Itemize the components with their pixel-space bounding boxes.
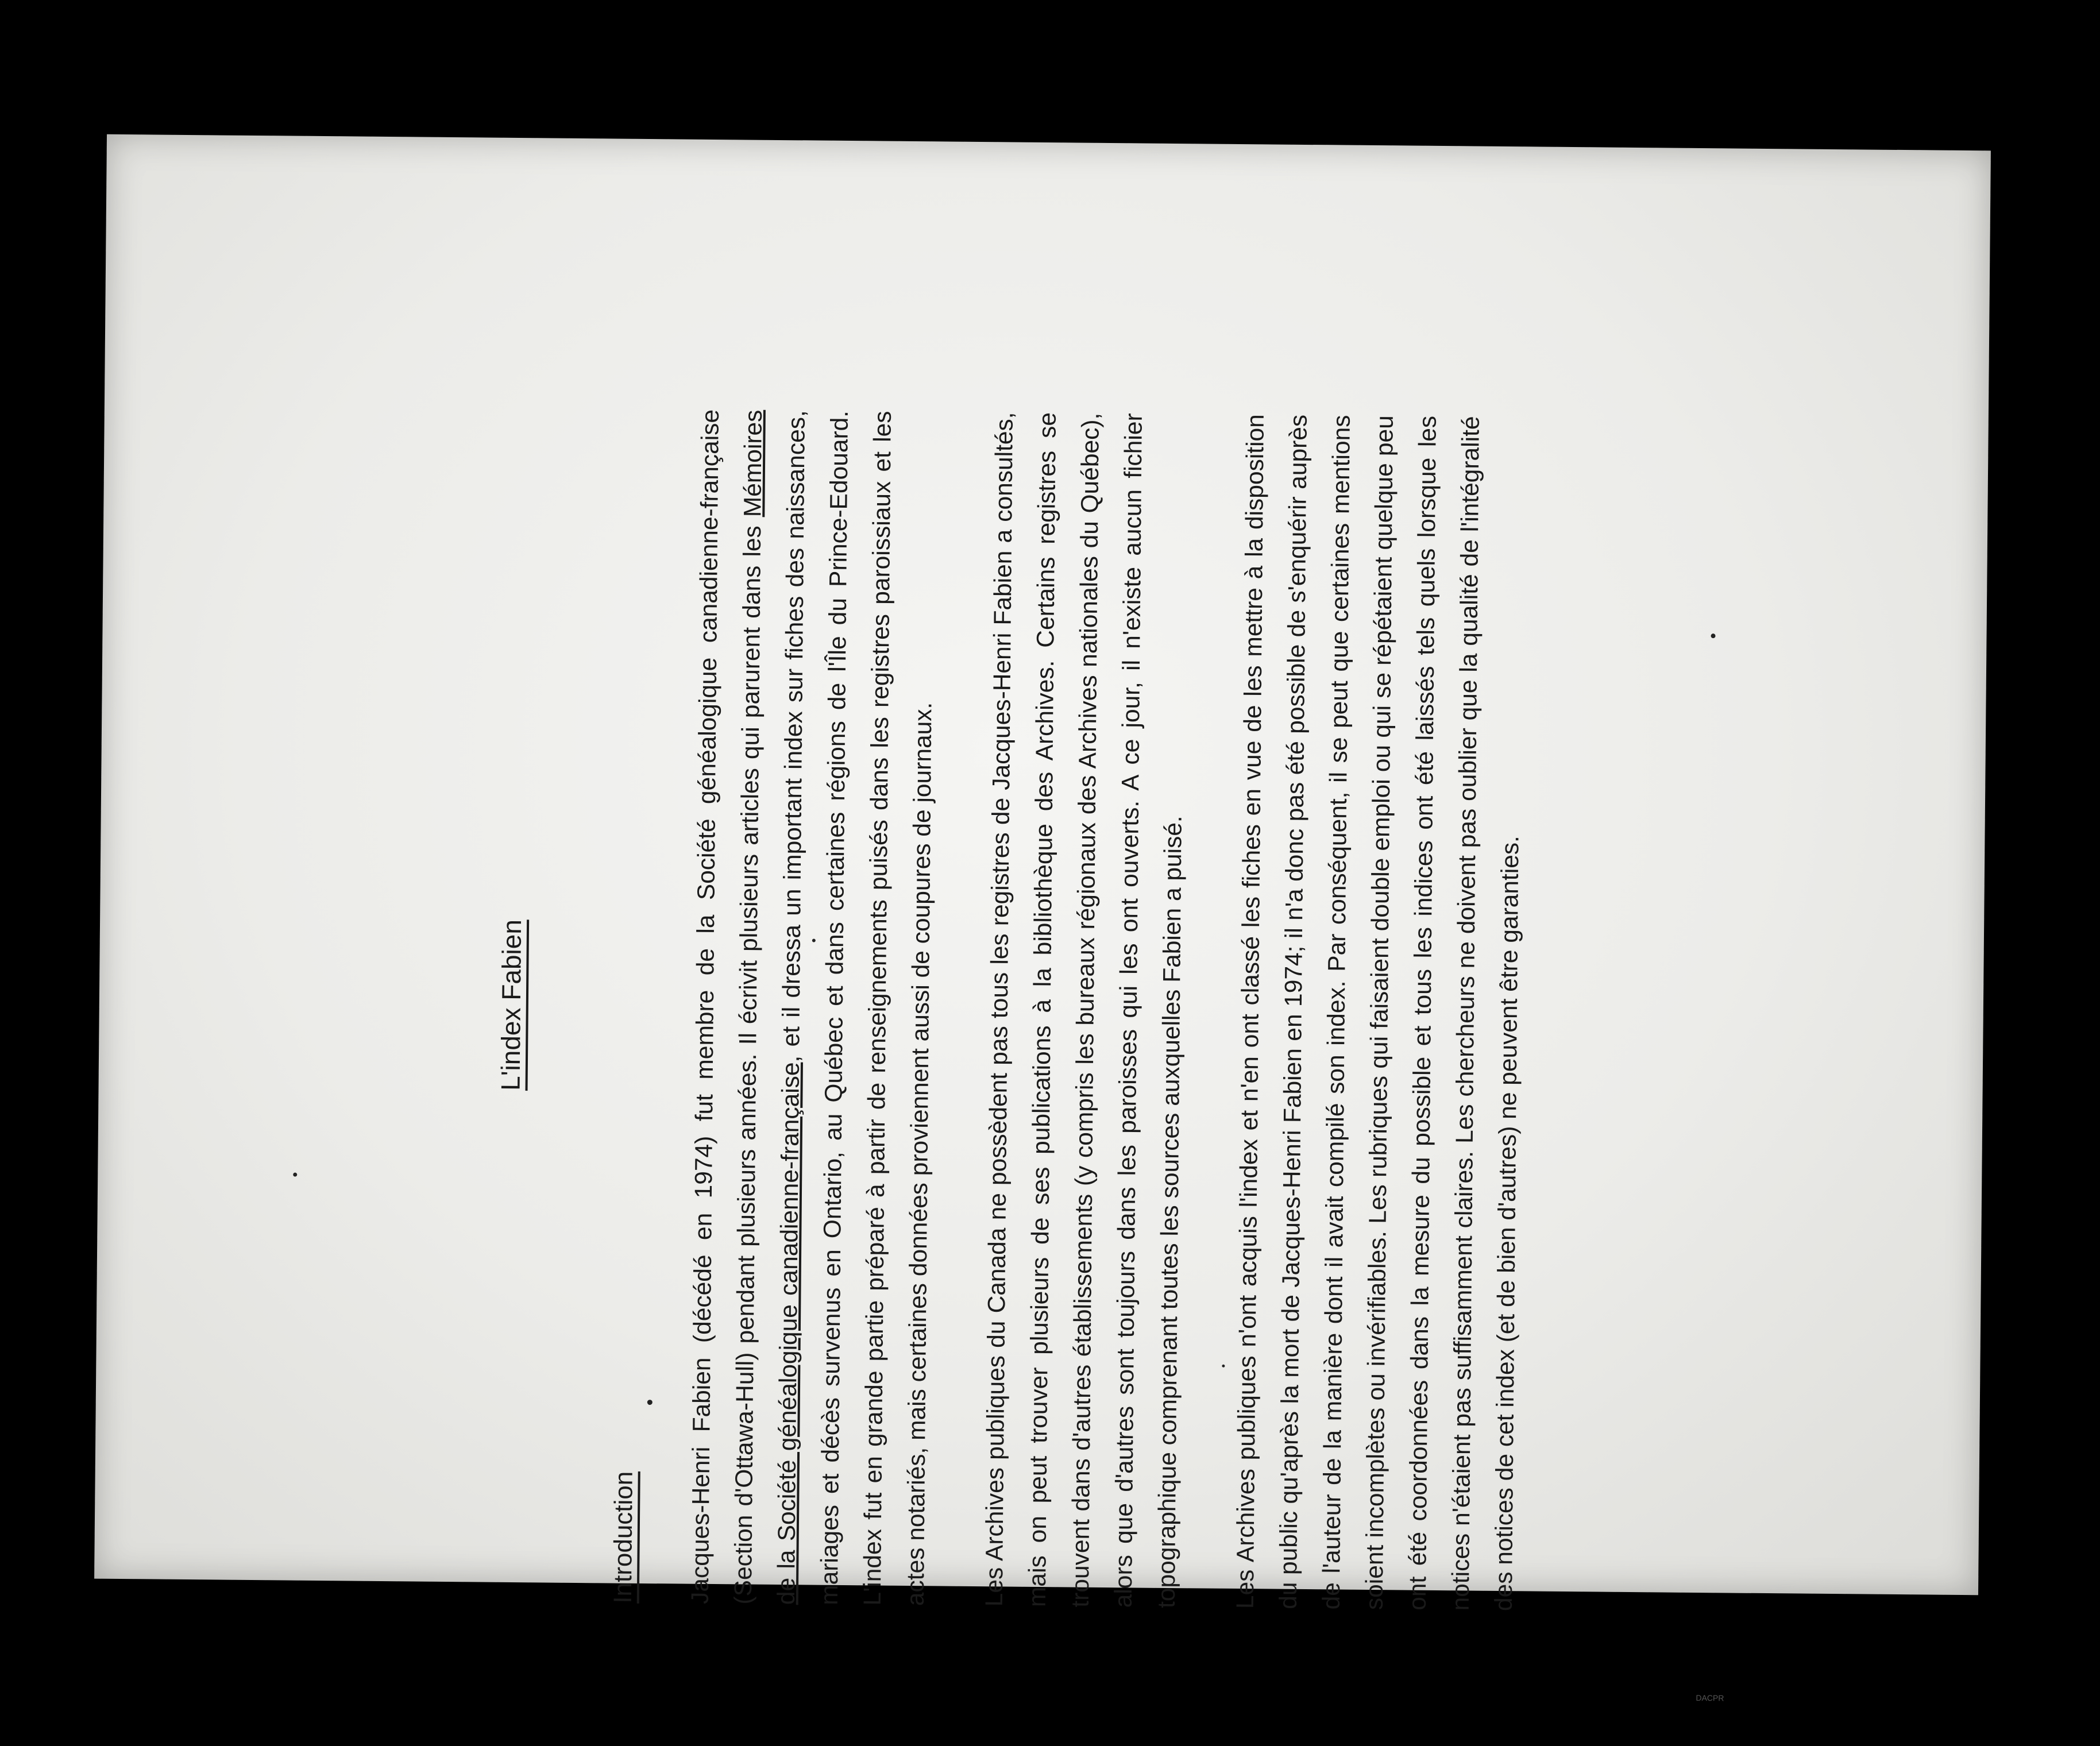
page-title: L'index Fabien — [495, 919, 527, 1091]
dust-speck — [647, 1400, 653, 1405]
dust-speck — [812, 939, 816, 942]
paragraph-1 — [679, 410, 948, 1606]
paragraph-1-text-b: , et il dressa un important index sur fiches des naissances, mariages et décès survenus en Ontario, au Québec et dans certaines régions de l'Île du Prince-Edouard. L'index fut en grande partie préparé à partir de renseignements puisés dans les registres paroissiaux et les actes notariés, mais certaines données proviennent aussi de coupures de journaux. — [777, 410, 937, 1606]
dust-speck — [1711, 633, 1715, 638]
paragraph-1-text-a: Jacques-Henri Fabien (décédé en 1974) fut membre de la Société généalogique canadienne-française (Section d'Ottawa-Hull) pendant plusieurs années. Il écrivit plusieurs articles qui parurent dans les — [686, 409, 767, 1605]
section-heading: Introduction — [608, 1471, 638, 1604]
scanner-mark: DACPR — [1696, 1693, 1724, 1703]
dust-speck — [1222, 1365, 1225, 1368]
paper-sheet — [94, 134, 1991, 1703]
paragraph-2: Les Archives publiques du Canada ne possèdent pas tous les registres de Jacques-Henri Fabien a consultés, mais on peut trouver plusieurs de ses publications à la bibliothèque des Archives. Certains registres se trouvent dans d'autres établissements (y compris les bureaux régionaux des Archives nationales du Québec), alors que d'autres sont toujours dans les paroisses qui les ont ouverts. A ce jour, il n'existe aucun fichier topographique comprenant toutes les sources auxquelles Fabien a puisé. — [980, 412, 1187, 1609]
paragraph-3: Les Archives publiques n'ont acquis l'index et n'en ont classé les fiches en vue de les mettre à la disposition du public qu'après la mort de Jacques-Henri Fabien en 1974; il n'a donc pas été possible de s'enquérir auprès de l'auteur de la manière dont il avait compilé son index. Par conséquent, il se peut que certaines mentions soient incomplètes ou invérifiables. Les rubriques qui faisaient double emploi ou qui se répétaient quelque peu ont été coordonnées dans la mesure du possible et tous les indices ont été laissés tels quels lorsque les notices n'étaient pas suffisamment claires. Les chercheurs ne doivent pas oublier que la qualité de l'intégralité des notices de cet index (et de bien d'autres) ne peuvent être garanties. — [1232, 414, 1524, 1612]
dust-speck — [293, 1173, 297, 1177]
rotated-page-content — [455, 373, 1856, 1648]
memoires-title-underlined: Mémoires de la Société généalogique canadienne-française — [739, 410, 805, 1605]
